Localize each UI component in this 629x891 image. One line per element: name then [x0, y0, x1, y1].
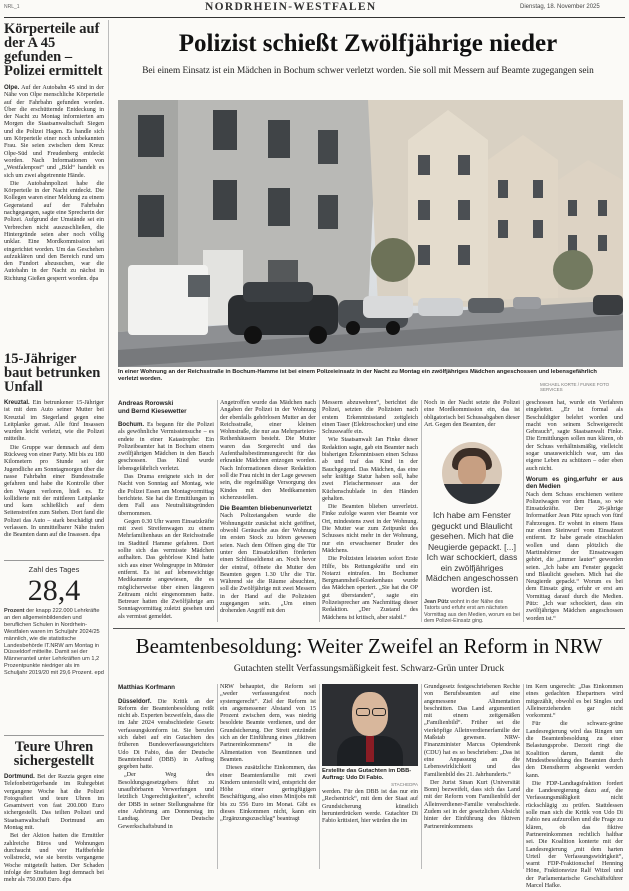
paragraph-text: im Kern ungerecht: „Das Einkommen eines gedachten Ehepartners wird mitgezählt, obwohl es bei Singles und Alleinerziehenden gar nicht vorkommt.“	[526, 684, 623, 720]
lead-column-5	[526, 400, 623, 624]
paragraph	[322, 504, 418, 555]
number-box-label: Zahl des Tages	[28, 565, 80, 574]
paragraph	[322, 789, 418, 825]
issue-date: Dienstag, 18. November 2025	[520, 4, 600, 10]
dateline: Kreuztal.	[4, 399, 30, 406]
second-column-3	[322, 684, 418, 826]
paragraph-text: Für die schwarz-grüne Landesregierung wird das Ringen um die Beamtenbesoldung zu einer Belastungsprobe. Derzeit ringt die Koalition darum, damit die Mindestbesoldung des Beamten durch den Dienstherrn abgesenkt werden kann.	[526, 721, 623, 779]
author-1: Andreas Rorowski	[118, 400, 174, 407]
section-title: NORDRHEIN-WESTFALEN	[205, 1, 377, 13]
paragraph-text: Nach Polizeiangaben wurde die Wohnungstür zunächst nicht geöffnet, obwohl Geräusche aus der Wohnung im ersten Stock zu hören gewesen seien. Nach dem Öffnen ging die Tür unter den Einsatzkräften förderten einen Schlüsseldienst an. Noch bevor der eintraf, öffnete die Mutter den Beamten gegen 1.30 Uhr die Tür. Während sie die Räume absuchten, soll die Zwölfjährige mit zwei Messern in der Hand auf die Polizisten zugegangen sein. „Um einen drohenden Angriff mit den	[220, 513, 316, 615]
quote-box	[424, 442, 520, 624]
paragraph	[424, 684, 520, 779]
masthead-rule	[4, 17, 625, 18]
paragraph	[4, 833, 104, 884]
paragraph	[4, 773, 104, 832]
paragraph	[424, 400, 520, 429]
paragraph-text: Gegen 0.30 Uhr waren Einsatzkräfte mit zwei Streifenwagen zu einem Mehrfamilienhaus an der Reichsstraße im Stadtteil Hamme gefahren. Dort sollte sich das vermisste Mädchen aufhalten. Das gehörlose Kind hatte sich aus einer Wohngruppe in Münster entfernt. Es ist auf lebenswichtige Medikamente angewiesen, die es möglicherweise über einen längeren Zeitraum nicht eingenommen hatte. Betreuer hatten die Zwölfjährige am Sonntagvormittag zuletzt gesehen und als vermisst gemeldet.	[118, 518, 214, 620]
dateline: Bochum.	[118, 421, 145, 428]
paragraph-text: Nach dem Schuss erschienen weitere Polizeiwagen vor dem Haus, so wie Einsatzkräfte. Der 26-jährige Informatiker Jean Pütz sprach von fünf Fahrzeugen. Er wohnt in einem Haus nur einen Steinwurf vom Einsatzort entfernt. Er habe gerade einschlafen wollen und dann plötzlich die Martinshörner der Einsatzwagen gehört, die „immer lauter“ geworden seien. „Ich habe am Fenster geguckt und Blaulicht gesehen. Mich hat die Neugierde gepackt.“ Worum es bei dem Einsatz ging, erfuhr er erst am Vormittag darauf durch die Medien. Pütz: „Ich war schockiert, dass ein zwölfjähriges Mädchen angeschossen worden ist.“	[526, 491, 623, 622]
paragraph-text: Die Autobahnpolizei habe die Körperteile in der Nacht entdeckt. Die Kollegen waren einer Meldung zu einem Gegenstand auf der Fahrbahn nachgegangen, sagte eine Sprecherin der Polizei. Aufgrund der Umstände sei ein Verbrechen nicht auszuschließen, die Hintergründe seien aber noch völlig unklar. Eine Mordkommission sei eingerichtet worden. Um das Geschehen aufzuklären und den Bereich rund um den Fundort abzusuchen, war die Autobahn in der Nacht zu nächst in Richtung Gießen gesperrt worden. dpa	[4, 180, 104, 282]
paragraph-text: Der Jurist Sinan Kurt (Universität Bonn) bezweifelt, dass sich das Land mit der Reform vom Familienbild der Alleinverdiener-Familie verabschiede. Zudem sei in der gesetzlichen Absicht hinter der Einführung des fiktiven Partnereinkommens	[424, 779, 520, 830]
paragraph-text: Wie Staatsanwalt Jan Finke dieser Redaktion sagte, gab ein Beamter nach bisherigen Erkenntnissen einen Schuss ab und traf das Kind in der Bauchgegend. Das Mädchen, das eine sehr kräftige Statur haben soll, habe zwei Fleischermesser aus der Küchenschublade in den Händen gehalten.	[322, 437, 418, 502]
paragraph	[118, 474, 214, 518]
sidebar-story-unfall	[4, 352, 104, 541]
column-divider	[523, 684, 524, 869]
lead-photo	[118, 100, 623, 367]
column-divider	[319, 400, 320, 622]
paragraph	[118, 519, 214, 621]
number-box-lead: Prozent	[4, 608, 25, 614]
paragraph-text: Die FDP-Landtagsfraktion fordert die Landesregierung dazu auf, die Verfassungsmäßigkeit nicht rückschlägig zu prüfen. Stattdessen solle man sich die Kritik von Udo Di Fabio neu aufzurollen und die Frage zu klären, ob das fiktive Partnereinkommen rechtlich haltbar sei. Die Koalition konterte mit der Landesregierung „mit dem harten Urteil der Verfassungswidrigkeit“, warnt FDP-Fraktionschef Henning Höne, Fraktionsvize Ralf Witzel und der Parlamentarische Geschäftsführer Marcel Hafke.	[526, 780, 623, 890]
page-code: NRL_1	[4, 4, 20, 10]
paragraph	[4, 399, 104, 444]
paragraph-text: Die Gruppe war demnach auf dem Rückweg von einer Party. Mit bis zu 180 Kilometern pro Stunde sei der Jugendliche am Sonntagmorgen über die nasse Fahrbahn einer Bundesstraße gefahren und habe die Kontrolle über den Wagen verloren, hieß es. Er kollidierte mit der mittleren Leitplanke und kam schließlich auf dem Seitenstreifen zum Stehen. Dort fand die Polizei das Auto – stark beschädigt und verlassen. In unmittelbarer Nähe trafen die Beamten dann auf die Insassen. dpa	[4, 444, 104, 539]
paragraph-text: Die Kritik an der Reform der Beamtenbesoldung reißt nicht ab. Experten bezweifeln, dass die im Jahr 2024 verabschiedete Gesetz verfassungskonform ist. Sie berufen sich dabei auf ein Gutachten des früheren Bundesverfassungsrichters Udo Di Fabio, das der Deutsche Beamtenbund (DBB) in Auftrag gegeben hatte.	[118, 698, 214, 771]
second-author: Matthias Korfmann	[118, 684, 176, 691]
lead-column-2	[220, 400, 316, 617]
paragraph-text: Die Beamten blieben unverletzt. Finke zufolge waren vier Beamte vor Ort, mindestens zwei in der Wohnung. Die Mutter war zum Zeitpunkt des Schusses nicht mehr in der Wohnung, nur ein erwachsener Bruder des Mädchens.	[322, 504, 418, 554]
sidebar-story-a45	[4, 22, 104, 284]
paragraph	[322, 400, 418, 436]
second-column-1	[118, 684, 214, 832]
paragraph-text: Bei der Razzia gegen eine Telefonbetrügerbande im Ruhrgebiet vergangene Woche hat die Polizei Fotografiert und teure Uhren im Gesamtwert von fast 200.000 Euro sichergestellt. Das teilten Polizei und Staatsanwaltschaft Dortmund am Montag mit.	[4, 774, 104, 832]
portrait-jean-puetz	[442, 442, 502, 504]
paragraph	[322, 437, 418, 503]
second-subheadline: Gutachten stellt Verfassungsmäßigkeit fest. Schwarz-Grün unter Druck	[233, 664, 505, 674]
street-photo-illustration	[118, 100, 623, 367]
lead-column-3	[322, 400, 418, 623]
paragraph-text: Noch in der Nacht setzte die Polizei eine Mordkommission ein, das ist obligatorisch bei Schussabgaben dieser Art. Gegen den Beamten, der	[424, 400, 520, 428]
paragraph	[526, 781, 623, 890]
second-column-4	[424, 684, 520, 832]
paragraph	[220, 400, 316, 502]
paragraph	[526, 684, 623, 720]
lead-subheadline: Bei einem Einsatz ist ein Mädchen in Bochum schwer verletzt worden. Sie soll mit Messern auf Beamte zugegangen sein	[142, 66, 594, 76]
lead-photo-caption: In einer Wohnung an der Reichsstraße in Bochum-Hamme ist bei einem Polizeieinsatz in der Nacht zu Montag ein zwölfjähriges Mädchen angeschossen und lebensgefährlich verletzt worden.	[118, 369, 597, 382]
author-2: und Bernd Kiesewetter	[118, 407, 187, 415]
second-headline: Beamtenbesoldung: Weiter Zweifel an Reform in NRW	[135, 634, 603, 658]
number-of-day-box	[4, 560, 104, 677]
sidebar-story-uhren	[4, 735, 104, 885]
paragraph-text: Das Drama ereignete sich in der Nacht von Sonntag auf Montag, wie die Polizei Essen am Montagvormittag berichtete. Sie hat die Ermittlungen in dem Fall aus Neutralitätsgründen übernommen.	[118, 474, 214, 517]
quote-author-info: wohnt in der Nähe des Tatorts und erfuhr erst am nächsten Vormittag aus den Medien, worum es bei dem Polizei-Einsatz ging.	[424, 599, 520, 624]
lead-column-1	[118, 400, 214, 622]
paragraph-text: Ein betrunkener 15-Jähriger ist mit dem Auto seiner Mutter bei Kreuztal im Siegerland gegen eine Leitplanke gerast. Alle fünf Insassen wurden leicht verletzt, wie die Polizei mitteilte.	[4, 400, 104, 443]
paragraph-text: Bei der Aktion hatten die Ermittler zahlreiche Büros und Wohnungen durchsucht und vier Haftbefehle vollstreckt, wie sie bereits vergangene Woche mitgeteilt hatten. Der Schaden infolge der Straftaten liegt demnach bei mehr als 750.000 Euro. dpa	[4, 833, 104, 884]
lead-column-4	[424, 400, 520, 430]
column-divider	[217, 684, 218, 869]
lead-photo-credit: MICHAEL KORTE / FUNKE FOTO SERVICES	[540, 382, 610, 392]
paragraph-text: werden. Für den DBB ist das nur ein „Rechentrick“, mit dem der Staat auf Grundsicherung künstlich herunterdrücken werde. Gutachter Di Fabio kritisiert, hier würden die im	[322, 789, 418, 825]
quote-author: Jean Pütz	[424, 599, 449, 605]
column-divider	[523, 400, 524, 622]
paragraph-text: Die Polizisten leisteten sofort Erste Hilfe, bis Rettungskräfte und ein Notarzt eintrafen. Im Bochumer Bergmannsheil-Krankenhaus wurde das Mädchen operiert. „Sie hat die OP gut überstanden“, sagte ein Polizeisprecher am Nachmittag dieser Redaktion. „Der Zustand des Mädchens ist kritisch, aber stabil.“	[322, 556, 418, 621]
paragraph	[424, 780, 520, 831]
paragraph	[322, 556, 418, 622]
second-column-2	[220, 684, 316, 825]
section-rule	[113, 628, 625, 629]
subheading: Die Beamten bliebenunverletzt	[220, 505, 312, 513]
paragraph-text: NRW behauptet, die Reform sei „weder verfassungsfest noch systemgerecht“. Ziel der Reform ist ein angemessener Abstand von 15 Prozent zwischen dem, was niedrig besoldete Beamte verdienen, und der Grundsicherung. Der Streit entzündet sich an der Einführung eines „fiktiven Partnereinkommens“ in die Alimentation von Beamtinnen und Beamten.	[220, 684, 316, 763]
paragraph-text: Dieses zusätzliche Einkommen, das einer Beamtenfamilie mit zwei Kindern unterstellt wird, entspricht der Höhe einer geringfügigen Beschäftigung, also eines Minijobs mit bis zu 556 Euro im Monat. Gibt es dieses Einkommen nicht, kann ein „Ergänzungszuschlag“ beantragt	[220, 765, 316, 823]
subheading: Worum es ging,erfuhr er aus den Medien	[526, 475, 623, 491]
paragraph-text: Angetroffen wurde das Mädchen nach Angaben der Polizei in der Wohnung der ebenfalls gehörlosen Mutter an der Reichsstraße, einer kleinen Wohnstraße, die nur aus Mehrparteien-Reihenhäusern besteht. Die Mutter waren das Sorgerecht und das Aufenthaltsbestimmungsrecht für das erkrankte Mädchen entzogen worden. Nach Informationen dieser Redaktion soll die Frau nicht in der Lage gewesen sein, die regelmäßige Versorgung des Kindes mit den Medikamenten sicherzustellen.	[220, 400, 316, 501]
paragraph-text: Messern abzuwehren“, berichtet die Polizei, setzten die Polizisten nach erstem Erkenntnisstand zeitgleich einen Taser (Elektroschocker) und eine Schusswaffe ein.	[322, 400, 418, 436]
paragraph	[526, 492, 623, 623]
paragraph	[526, 400, 623, 473]
paragraph	[118, 698, 214, 772]
dateline: Dortmund.	[4, 773, 35, 780]
dateline: Düsseldorf.	[118, 697, 152, 705]
story-headline: Teure Uhren sichergestellt	[13, 739, 95, 769]
paragraph	[118, 421, 214, 473]
paragraph-text: Grundgesetz festgeschriebenen Rechte von Berufsbeamten auf eine angemessene Alimentation beschnitten. Das Land argumentiert mit einem zeitgemäßen „Familienbild“. Früher sei die vierköpfige Alleinverdienerfamilie der Maßstab gewesen. NRW-Finanzminister Marcus Optendrenk (CDU) hat es so beschrieben: „Das ist eine Anpassung an die Lebenswirklichkeit und das Familienbild des 21. Jahrhunderts.“	[424, 684, 520, 778]
dateline: Olpe.	[4, 84, 20, 91]
paragraph-text: Es begann für die Polizei als gewöhnliche Vermisstensuche – es endete in einer Katastrophe: Ein Polizeibeamter hat in Bochum einem zwölfjährigen Mädchen in den Bauch geschossen. Das Kind wurde lebensgefährlich verletzt.	[118, 422, 214, 472]
story-headline: Körperteile auf der A 45 gefunden – Polizei ermittelt	[4, 21, 103, 79]
quote-text: Ich habe am Fenster geguckt und Blaulicht gesehen. Mich hat die Neugierde gepackt. [...] Ich war schockiert, dass ein zwölfjähriges Mädchen angeschossen worden ist.	[425, 510, 519, 594]
number-box-value: 28,4	[27, 574, 81, 607]
column-divider	[421, 684, 422, 869]
story-headline: 15-Jähriger baut betrunken Unfall	[4, 351, 101, 395]
sidebar-divider	[108, 20, 109, 870]
paragraph	[220, 765, 316, 823]
paragraph-text: „Der Weg des Besoldungsgesetzgebers führt zu unaufhörbaren Verwerfungen und letztlich Ungerechtigkeiten“, schreibt der DBB in seiner Stellungnahme für eine Anhörung am Donnerstag im Landtag. Der Deutsche Gewerkschaftsbund in	[118, 772, 214, 830]
paragraph-text: Auf der Autobahn 45 sind in der Nähe von Olpe menschliche Körperteile auf der Fahrbahn gefunden worden. Über die erschütternde Entdeckung in der Nacht zu Montag informierten am Morgen die Staatsanwaltschaft Siegen und die Polizei Hagen. Es handle sich um Körperteile einer noch unbekannten Frau. Sie seien zwischen dem Kreuz Olpe-Süd und Freudenberg entdeckt worden. Nach Informationen von „Westfalenpost“ und „Bild“ handelt es sich um zwei abgetrennte Hände.	[4, 85, 104, 179]
paragraph	[526, 721, 623, 779]
lead-headline: Polizist schießt Zwölfjährige nieder	[178, 30, 558, 57]
portrait-udo-di-fabio	[322, 684, 418, 766]
column-divider	[319, 684, 320, 869]
column-divider	[217, 400, 218, 622]
second-photo-credit: STACHEDPA	[391, 782, 418, 787]
paragraph	[118, 772, 214, 830]
paragraph	[4, 445, 104, 540]
paragraph	[220, 684, 316, 764]
paragraph	[220, 513, 316, 615]
number-box-text: der knapp 222.000 Lehrkräfte an den allgemeinbildenden und beruflichen Schulen in Nordrhein-Westfalen waren im Schuljahr 2024/25 männlich, wie die statistische Landesbehörde IT.NRW am Montag in Düsseldorf mitteilte. Damit sei der Männeranteil unter Lehrkräften um 1,2 Prozentpunkte niedriger als im Schuljahr 2019/20 mit 29,6 Prozent. epd	[4, 608, 104, 677]
second-column-5	[526, 684, 623, 891]
paragraph	[4, 84, 104, 180]
second-photo-caption: Erstellte das Gutachten im DBB-Auftrag: Udo Di Fabio.	[322, 768, 412, 781]
paragraph	[4, 181, 104, 283]
paragraph-text: geschossen hat, wurde ein Verfahren eingeleitet. „Er ist formal als Beschuldigter belehrt worden und macht von seinem Schweigerecht Gebrauch“, sagte Staatsanwalt Finke. Die Ermittlungen sollen nun klären, ob der Schuss verhältnismäßig, vielleicht sogar unausweichlich war, um das eigene Leben zu schützen – oder eben auch nicht.	[526, 400, 623, 472]
column-divider	[421, 400, 422, 622]
